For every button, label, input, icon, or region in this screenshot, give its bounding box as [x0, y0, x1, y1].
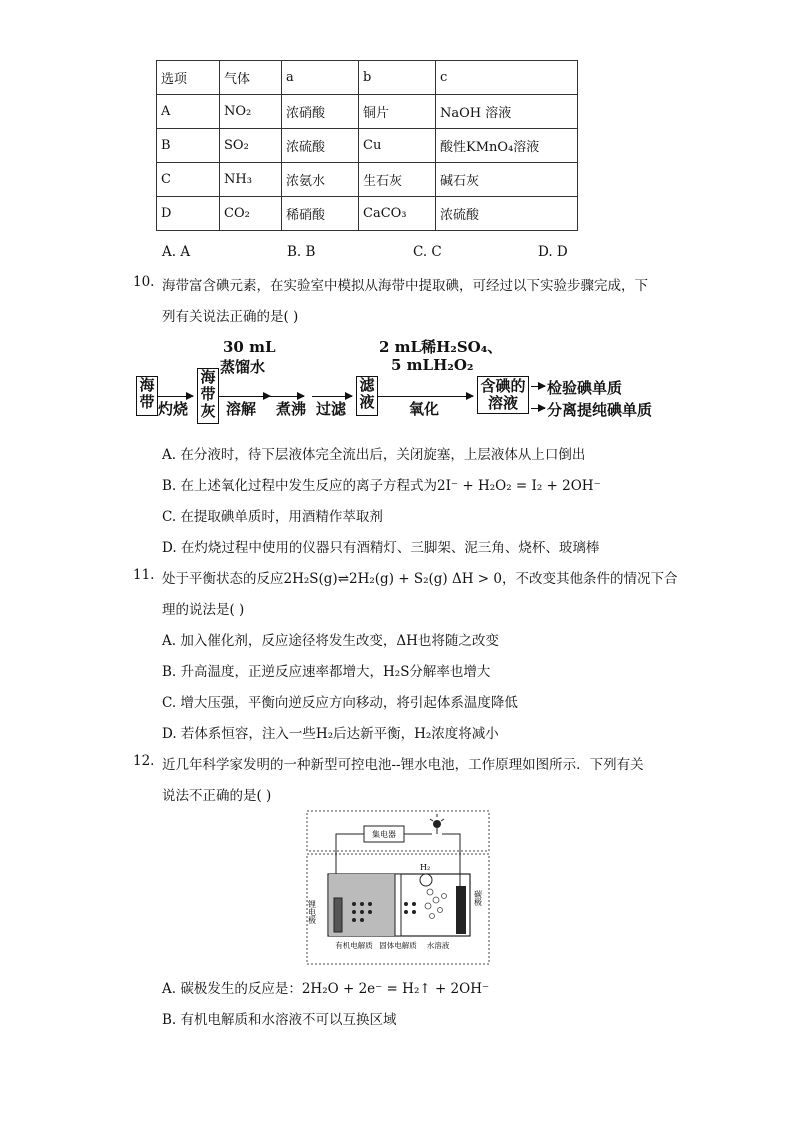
- carbon-electrode-label: 碳极: [473, 890, 483, 906]
- table-cell: A: [157, 95, 220, 129]
- table-cell: 酸性KMnO₄溶液: [436, 129, 578, 163]
- flow-step-filter: 过滤: [316, 400, 347, 418]
- table-cell: 浓硫酸: [282, 129, 359, 163]
- table-cell: D: [157, 197, 220, 231]
- table-cell: NO₂: [220, 95, 282, 129]
- table-cell: 浓氨水: [282, 163, 359, 197]
- option-c[interactable]: C. 增大压强，平衡向逆反应方向移动，将引起体系温度降低: [162, 695, 518, 711]
- table-cell: NaOH 溶液: [436, 95, 578, 129]
- table-header-row: [157, 61, 578, 95]
- option-d[interactable]: D. 若体系恒容，注入一些H₂后达新平衡，H₂浓度将减小: [162, 726, 499, 742]
- carbon-electrode: [456, 886, 466, 934]
- flow-step-dissolve: 溶解: [226, 400, 257, 418]
- option-d[interactable]: D. 在灼烧过程中使用的仪器只有酒精灯、三脚架、泥三角、烧杯、玻璃棒: [162, 540, 600, 556]
- question-stem: 列有关说法正确的是( ): [162, 309, 299, 325]
- table-row: [157, 197, 578, 231]
- aqueous-label: 水溶液: [426, 941, 450, 950]
- h2-label: H₂: [420, 863, 431, 872]
- choice-a[interactable]: A. A: [162, 244, 191, 260]
- li-electrode-label: 锂电极: [307, 900, 317, 924]
- table-cell: CO₂: [220, 197, 282, 231]
- flow-reagent-bottom: 5 mLH₂O₂: [391, 356, 474, 374]
- lamp-icon: [433, 820, 441, 828]
- table-cell: NH₃: [220, 163, 282, 197]
- table-cell: Cu: [359, 129, 436, 163]
- choice-b[interactable]: B. B: [287, 244, 316, 260]
- flow-arrow: [531, 386, 545, 387]
- solid-electrolyte-label: 固体电解质: [379, 941, 417, 950]
- question-number: 11.: [133, 567, 155, 583]
- flow-reagent-top: 2 mL稀H₂SO₄、: [379, 338, 503, 356]
- flow-water-top: 30 mL: [223, 338, 276, 356]
- option-c[interactable]: C. 在提取碘单质时，用酒精作萃取剂: [162, 509, 383, 525]
- flow-step-oxidize: 氧化: [409, 400, 440, 418]
- flow-output-purify: 分离提纯碘单质: [547, 401, 653, 419]
- flow-step-boil: 煮沸: [276, 400, 307, 418]
- option-a[interactable]: A. 在分液时，待下层液体完全流出后，关闭旋塞，上层液体从上口倒出: [162, 447, 586, 463]
- table-cell: a: [282, 61, 359, 95]
- table-row: [157, 129, 578, 163]
- question-number: 12.: [133, 753, 155, 769]
- table-cell: 浓硫酸: [436, 197, 578, 231]
- iodine-extraction-flowchart: [136, 336, 696, 426]
- table-cell: C: [157, 163, 220, 197]
- solid-electrolyte: [395, 874, 401, 936]
- table-cell: b: [359, 61, 436, 95]
- table-row: [157, 95, 578, 129]
- table-cell: 浓硝酸: [282, 95, 359, 129]
- question-stem: 处于平衡状态的反应2H₂S(g)⇌2H₂(g) + S₂(g) ΔH > 0，不改变其他条件的情况下合: [162, 571, 678, 587]
- collector-label: 集电器: [372, 830, 396, 839]
- flow-arrow: [531, 408, 545, 409]
- table-cell: B: [157, 129, 220, 163]
- question-stem: 近几年科学家发明的一种新型可控电池--锂水电池，工作原理如图所示．下列有关: [162, 757, 644, 773]
- choice-c[interactable]: C. C: [413, 244, 442, 260]
- choice-d[interactable]: D. D: [538, 244, 568, 260]
- question-stem: 海带富含碘元素，在实验室中模拟从海带中提取碘，可经过以下实验步骤完成，下: [162, 278, 648, 294]
- table-cell: c: [436, 61, 578, 95]
- table-cell: 气体: [220, 61, 282, 95]
- table-cell: 稀硝酸: [282, 197, 359, 231]
- lithium-water-battery-diagram: [306, 810, 490, 966]
- table-cell: 生石灰: [359, 163, 436, 197]
- flow-water-bottom: 蒸馏水: [220, 358, 266, 376]
- table-row: [157, 163, 578, 197]
- flow-box-seaweed: 海带: [136, 376, 158, 416]
- question-stem: 理的说法是( ): [162, 602, 245, 618]
- table-cell: CaCO₃: [359, 197, 436, 231]
- flow-step-burn: 灼烧: [158, 400, 189, 418]
- h2-bubble: [420, 874, 432, 886]
- option-a[interactable]: A. 碳极发生的反应是：2H₂O + 2e⁻ = H₂↑ + 2OH⁻: [162, 981, 490, 997]
- organic-electrolyte-label: 有机电解质: [335, 941, 373, 950]
- question-number: 10.: [133, 274, 155, 290]
- table-cell: SO₂: [220, 129, 282, 163]
- flow-box-filtrate: 滤液: [356, 376, 378, 416]
- flow-box-ash: 海带灰: [197, 368, 219, 424]
- li-electrode: [334, 898, 342, 932]
- option-b[interactable]: B. 有机电解质和水溶液不可以互换区域: [162, 1012, 397, 1028]
- option-b[interactable]: B. 升高温度，正逆反应速率都增大，H₂S分解率也增大: [162, 664, 491, 680]
- flow-box-iodine-solution: 含碘的溶液: [477, 376, 529, 414]
- flow-output-test: 检验碘单质: [547, 379, 623, 397]
- table-cell: 碱石灰: [436, 163, 578, 197]
- battery-svg: [306, 810, 490, 966]
- option-a[interactable]: A. 加入催化剂，反应途径将发生改变，ΔH也将随之改变: [162, 633, 499, 649]
- options-table: [156, 60, 578, 231]
- table-cell: 选项: [157, 61, 220, 95]
- question-stem: 说法不正确的是( ): [162, 788, 272, 804]
- option-b[interactable]: B. 在上述氧化过程中发生反应的离子方程式为2I⁻ + H₂O₂ = I₂ + 2OH⁻: [162, 478, 601, 494]
- table-cell: 铜片: [359, 95, 436, 129]
